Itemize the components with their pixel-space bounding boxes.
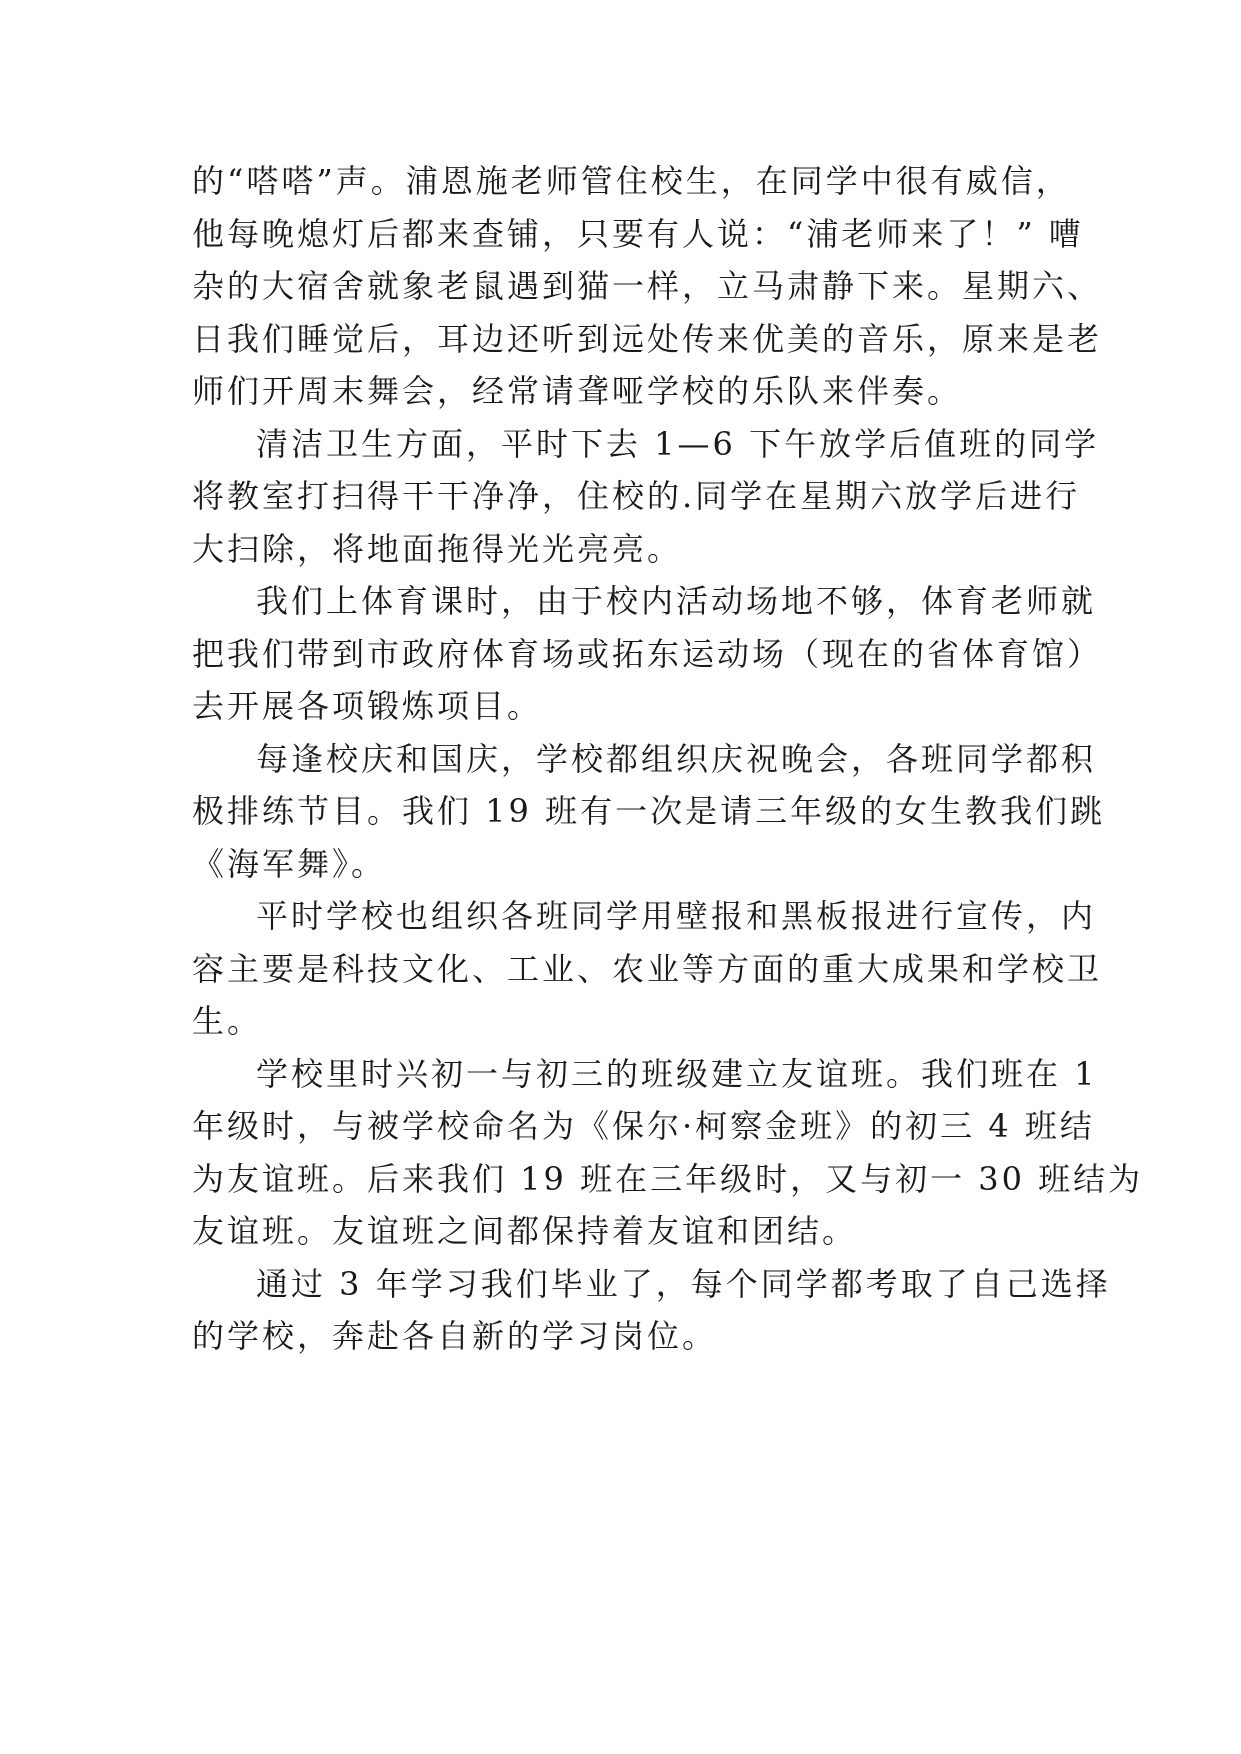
text-line: 生。	[192, 1002, 263, 1040]
text-line: 把我们带到市政府体育场或拓东运动场（现在的省体育馆）	[192, 634, 1103, 673]
text-line: 日我们睡觉后，耳边还听到远处传来优美的音乐，原来是老	[192, 319, 1103, 358]
text-line: 我们上体育课时，由于校内活动场地不够，体育老师就	[256, 582, 1097, 620]
text-line: 杂的大宿舍就象老鼠遇到猫一样，立马肃静下来。星期六、	[192, 267, 1103, 305]
document-body	[192, 155, 1144, 1363]
text-line: 通过 3 年学习我们毕业了，每个同学都考取了自己选择	[256, 1264, 1111, 1303]
text-line: 去开展各项锻炼项目。	[192, 687, 543, 725]
text-line: 学校里时兴初一与初三的班级建立友谊班。我们班在 1	[256, 1054, 1098, 1093]
text-line: 平时学校也组织各班同学用壁报和黑板报进行宣传，内	[256, 897, 1097, 935]
text-line: 极排练节目。我们 19 班有一次是请三年级的女生教我们跳	[192, 792, 1106, 830]
text-line: 容主要是科技文化、工业、农业等方面的重大成果和学校卫	[192, 949, 1103, 988]
text-line: 每逢校庆和国庆，学校都组织庆祝晚会，各班同学都积	[256, 739, 1097, 778]
text-line: 《海军舞》。	[192, 844, 387, 883]
text-line: 他每晚熄灯后都来查铺，只要有人说：“浦老师来了！” 嘈	[192, 214, 1084, 253]
text-line: 大扫除，将地面拖得光光亮亮。	[192, 529, 683, 568]
text-line: 年级时，与被学校命名为《保尔·柯察金班》的初三 4 班结	[192, 1107, 1095, 1145]
text-line: 清洁卫生方面，平时下去 1—6 下午放学后值班的同学	[256, 424, 1100, 463]
text-line: 的“嗒嗒”声。浦恩施老师管住校生，在同学中很有威信，	[192, 162, 1071, 200]
text-line: 友谊班。友谊班之间都保持着友谊和团结。	[192, 1212, 858, 1250]
text-line: 的学校，奔赴各自新的学习岗位。	[192, 1317, 718, 1355]
text-line: 为友谊班。后来我们 19 班在三年级时，又与初一 30 班结为	[192, 1159, 1144, 1198]
text-line: 师们开周末舞会，经常请聋哑学校的乐队来伴奏。	[192, 372, 963, 410]
text-line: 将教室打扫得干干净净，住校的.同学在星期六放学后进行	[192, 477, 1081, 515]
